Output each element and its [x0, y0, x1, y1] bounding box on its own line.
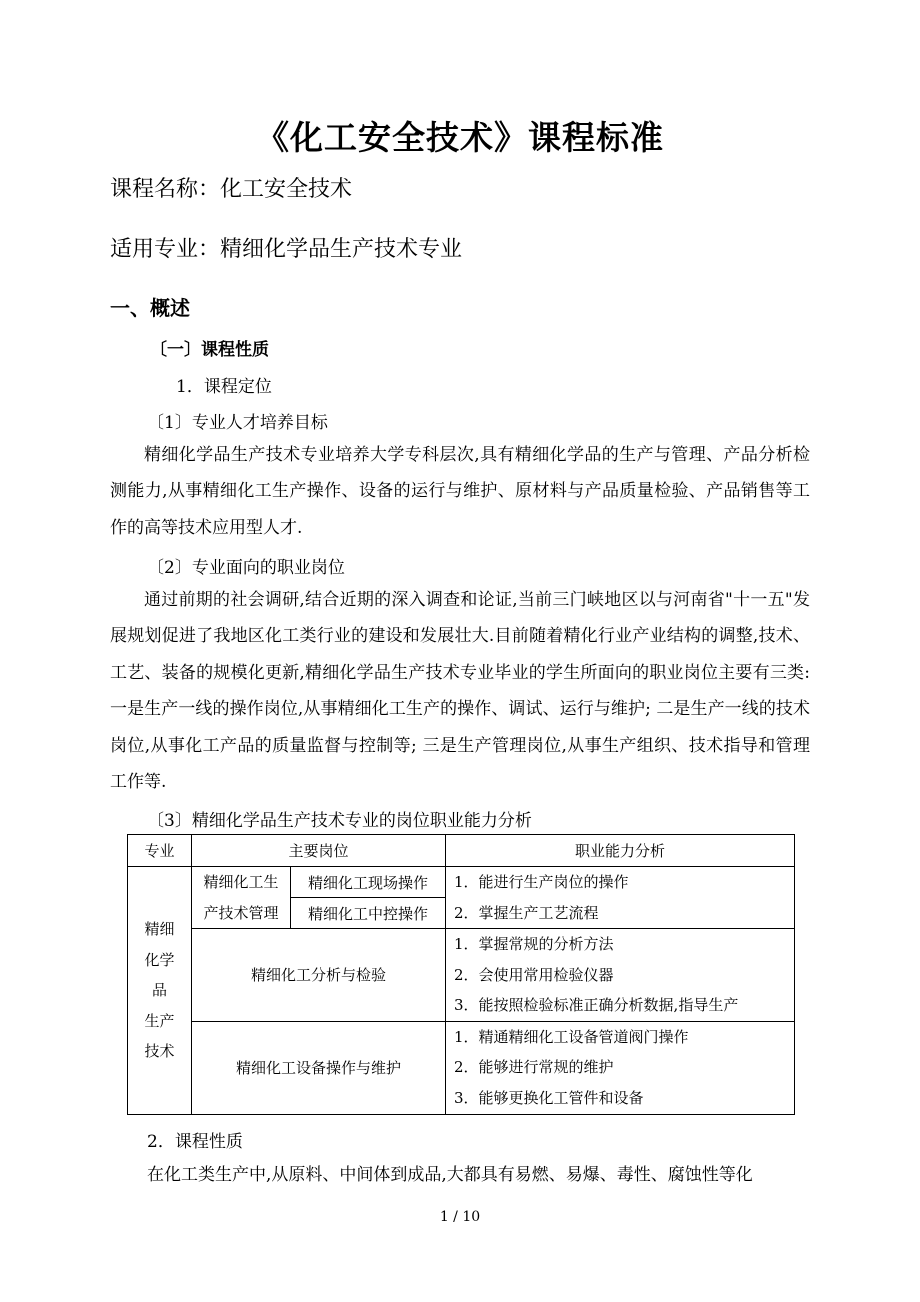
cell-analysis-inspection: 精细化工分析与检验	[192, 929, 446, 1022]
table-header-row	[128, 835, 795, 867]
applicable-major: 适用专业：精细化学品生产技术专业	[110, 237, 463, 262]
item-course-nature: 2．课程性质	[147, 1132, 243, 1152]
subsection-heading-nature: 〔一〕课程性质	[150, 340, 269, 360]
section-heading-overview: 一、概述	[110, 296, 190, 320]
cell-major: 精细 化学 品 生产 技术	[128, 867, 192, 1115]
cell-group3-abilities: 1．精通精细化工设备管道阀门操作 2．能够进行常规的维护 3．能够更换化工管件和设备	[446, 1021, 795, 1114]
item-course-position: 1．课程定位	[176, 377, 272, 397]
paragraph-training-goal: 精细化学品生产技术专业培养大学专科层次,具有精细化学品的生产与管理、产品分析检测能力,从事精细化工生产操作、设备的运行与维护、原材料与产品质量检验、产品销售等工作的高等技术应用型人才.	[110, 445, 810, 538]
header-main-posts: 主要岗位	[192, 835, 446, 867]
document-title: 《化工安全技术》课程标准	[256, 118, 664, 157]
ability-analysis-table	[127, 834, 795, 1115]
page-number: 1 / 10	[439, 1209, 481, 1225]
course-name: 课程名称：化工安全技术	[110, 177, 353, 202]
point-career-positions: 〔2〕专业面向的职业岗位	[147, 558, 345, 578]
table-row	[128, 929, 795, 1022]
table-row	[128, 1021, 795, 1114]
header-ability-analysis: 职业能力分析	[446, 835, 795, 867]
cell-central-control: 精细化工中控操作	[291, 898, 446, 929]
point-training-goal: 〔1〕专业人才培养目标	[147, 413, 328, 433]
paragraph-career-positions: 通过前期的社会调研,结合近期的深入调查和论证,当前三门峡地区以与河南省"十一五"发展规划促进了我地区化工类行业的建设和发展壮大.目前随着精化行业产业结构的调整,技术、工艺、装备的规模化更新,精细化学品生产技术专业毕业的学生所面向的职业岗位主要有三类: 一是生产一线的操作岗位,从事精细化工生产的操作、调试、运行与维护; 二是生产一线的技术岗位,从事化工产品的质量监督与控制等; 三是生产管理岗位,从事生产组织、技术指导和管理工作等.	[110, 590, 810, 793]
paragraph-course-nature: 在化工类生产中,从原料、中间体到成品,大都具有易燃、易爆、毒性、腐蚀性等化	[147, 1165, 753, 1185]
table-row	[128, 867, 795, 898]
cell-site-operation: 精细化工现场操作	[291, 867, 446, 898]
cell-group2-abilities: 1．掌握常规的分析方法 2．会使用常用检验仪器 3．能按照检验标准正确分析数据,指导生产	[446, 929, 795, 1022]
header-major: 专业	[128, 835, 192, 867]
point-ability-analysis: 〔3〕精细化学品生产技术专业的岗位职业能力分析	[147, 811, 532, 831]
cell-equipment-maintenance: 精细化工设备操作与维护	[192, 1021, 446, 1114]
cell-group1-abilities: 1．能进行生产岗位的操作 2．掌握生产工艺流程	[446, 867, 795, 929]
cell-production-management: 精细化工生 产技术管理	[192, 867, 291, 929]
